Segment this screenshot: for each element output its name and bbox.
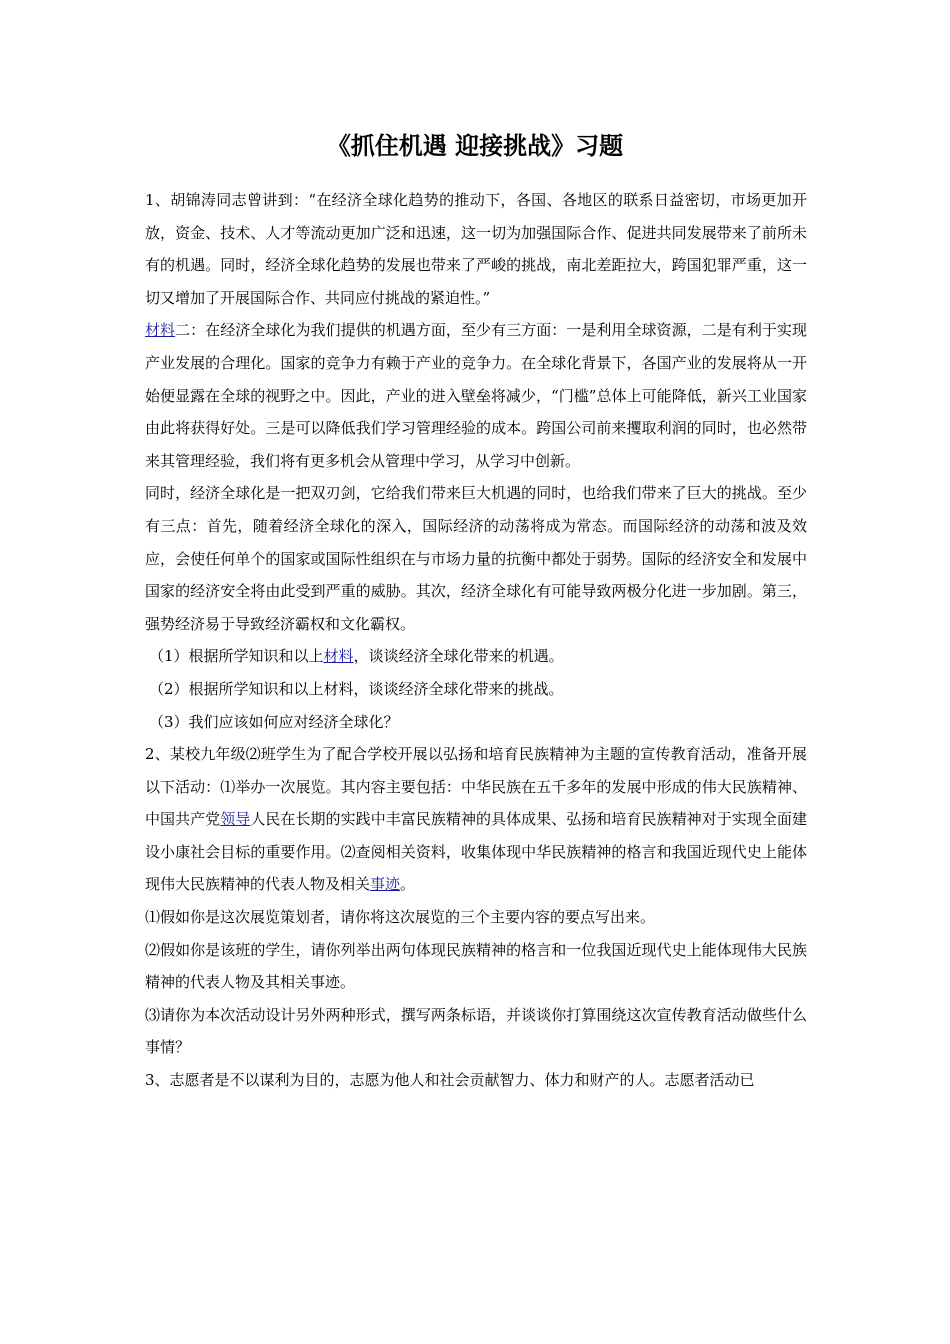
document-body [145,184,807,1097]
question-3-intro: 3、志愿者是不以谋利为目的，志愿为他人和社会贡献智力、体力和财产的人。志愿者活动已 [145,1071,755,1090]
question-1-material-2 [145,314,807,477]
question-2-sub-2: ⑵假如你是该班的学生，请你列举出两句体现民族精神的格言和一位我国近现代史上能体现伟大民族精神的代表人物及其相关事迹。 [145,940,807,992]
question-2-intro [145,738,807,901]
material-link[interactable]: 材料 [145,321,176,340]
question-1-sub-2: （2）根据所学知识和以上材料，谈谈经济全球化带来的挑战。 [149,679,564,698]
question-1-intro: 1、胡锦涛同志曾讲到：“在经济全球化趋势的推动下，各国、各地区的联系日益密切，市场更加开放，资金、技术、人才等流动更加广泛和迅速，这一切为加强国际合作、促进共同发展带来了前所未有的机遇。同时，经济全球化趋势的发展也带来了严峻的挑战，南北差距拉大，跨国犯罪严重，这一切又增加了开展国际合作、共同应付挑战的紧迫性。” [145,191,807,307]
leadership-link[interactable]: 领导 [220,810,251,829]
document-title: 《抓住机遇 迎接挑战》习题 [326,132,624,160]
deeds-link[interactable]: 事迹 [370,875,401,894]
question-1-sub-1 [145,640,807,673]
question-1-paragraph-3: 同时，经济全球化是一把双刃剑，它给我们带来巨大机遇的同时，也给我们带来了巨大的挑战。至少有三点：首先，随着经济全球化的深入，国际经济的动荡将成为常态。而国际经济的动荡和波及效应，会使任何单个的国家或国际性组织在与市场力量的抗衡中都处于弱势。国际的经济安全和发展中国家的经济安全将由此受到严重的威胁。其次，经济全球化有可能导致两极分化进一步加剧。第三，强势经济易于导致经济霸权和文化霸权。 [145,484,807,633]
material-link-2[interactable]: 材料 [323,647,354,666]
sub-1-text-before: （1）根据所学知识和以上 [149,647,324,666]
question-2-sub-3: ⑶请你为本次活动设计另外两种形式，撰写两条标语，并谈谈你打算围绕这次宣传教育活动做些什么事情？ [145,1005,807,1057]
question-2-text-end: 。 [400,875,416,894]
question-2-text-middle: 人民在长期的实践中丰富民族精神的具体成果、弘扬和培育民族精神对于实现全面建设小康社会目标的重要作用。⑵查阅相关资料，收集体现中华民族精神的格言和我国近现代史上能体现伟大民族精神的代表人物及相关 [145,810,807,894]
material-2-text: 二：在经济全球化为我们提供的机遇方面，至少有三方面：一是利用全球资源，二是有利于实现产业发展的合理化。国家的竞争力有赖于产业的竞争力。在全球化背景下，各国产业的发展将从一开始便显露在全球的视野之中。因此，产业的进入壁垒将减少，“门槛”总体上可能降低，新兴工业国家由此将获得好处。三是可以降低我们学习管理经验的成本。跨国公司前来攫取利润的同时，也必然带来其管理经验，我们将有更多机会从管理中学习，从学习中创新。 [145,321,807,470]
question-2-text-before: 2、某校九年级⑵班学生为了配合学校开展以弘扬和培育民族精神为主题的宣传教育活动，准备开展以下活动：⑴举办一次展览。其内容主要包括：中华民族在五千多年的发展中形成的伟大民族精神、中国共产党 [145,745,807,829]
question-1-sub-3: （3）我们应该如何应对经济全球化？ [149,712,399,731]
sub-1-text-after: ，谈谈经济全球化带来的机遇。 [353,647,564,666]
question-2-sub-1: ⑴假如你是这次展览策划者，请你将这次展览的三个主要内容的要点写出来。 [145,908,656,927]
